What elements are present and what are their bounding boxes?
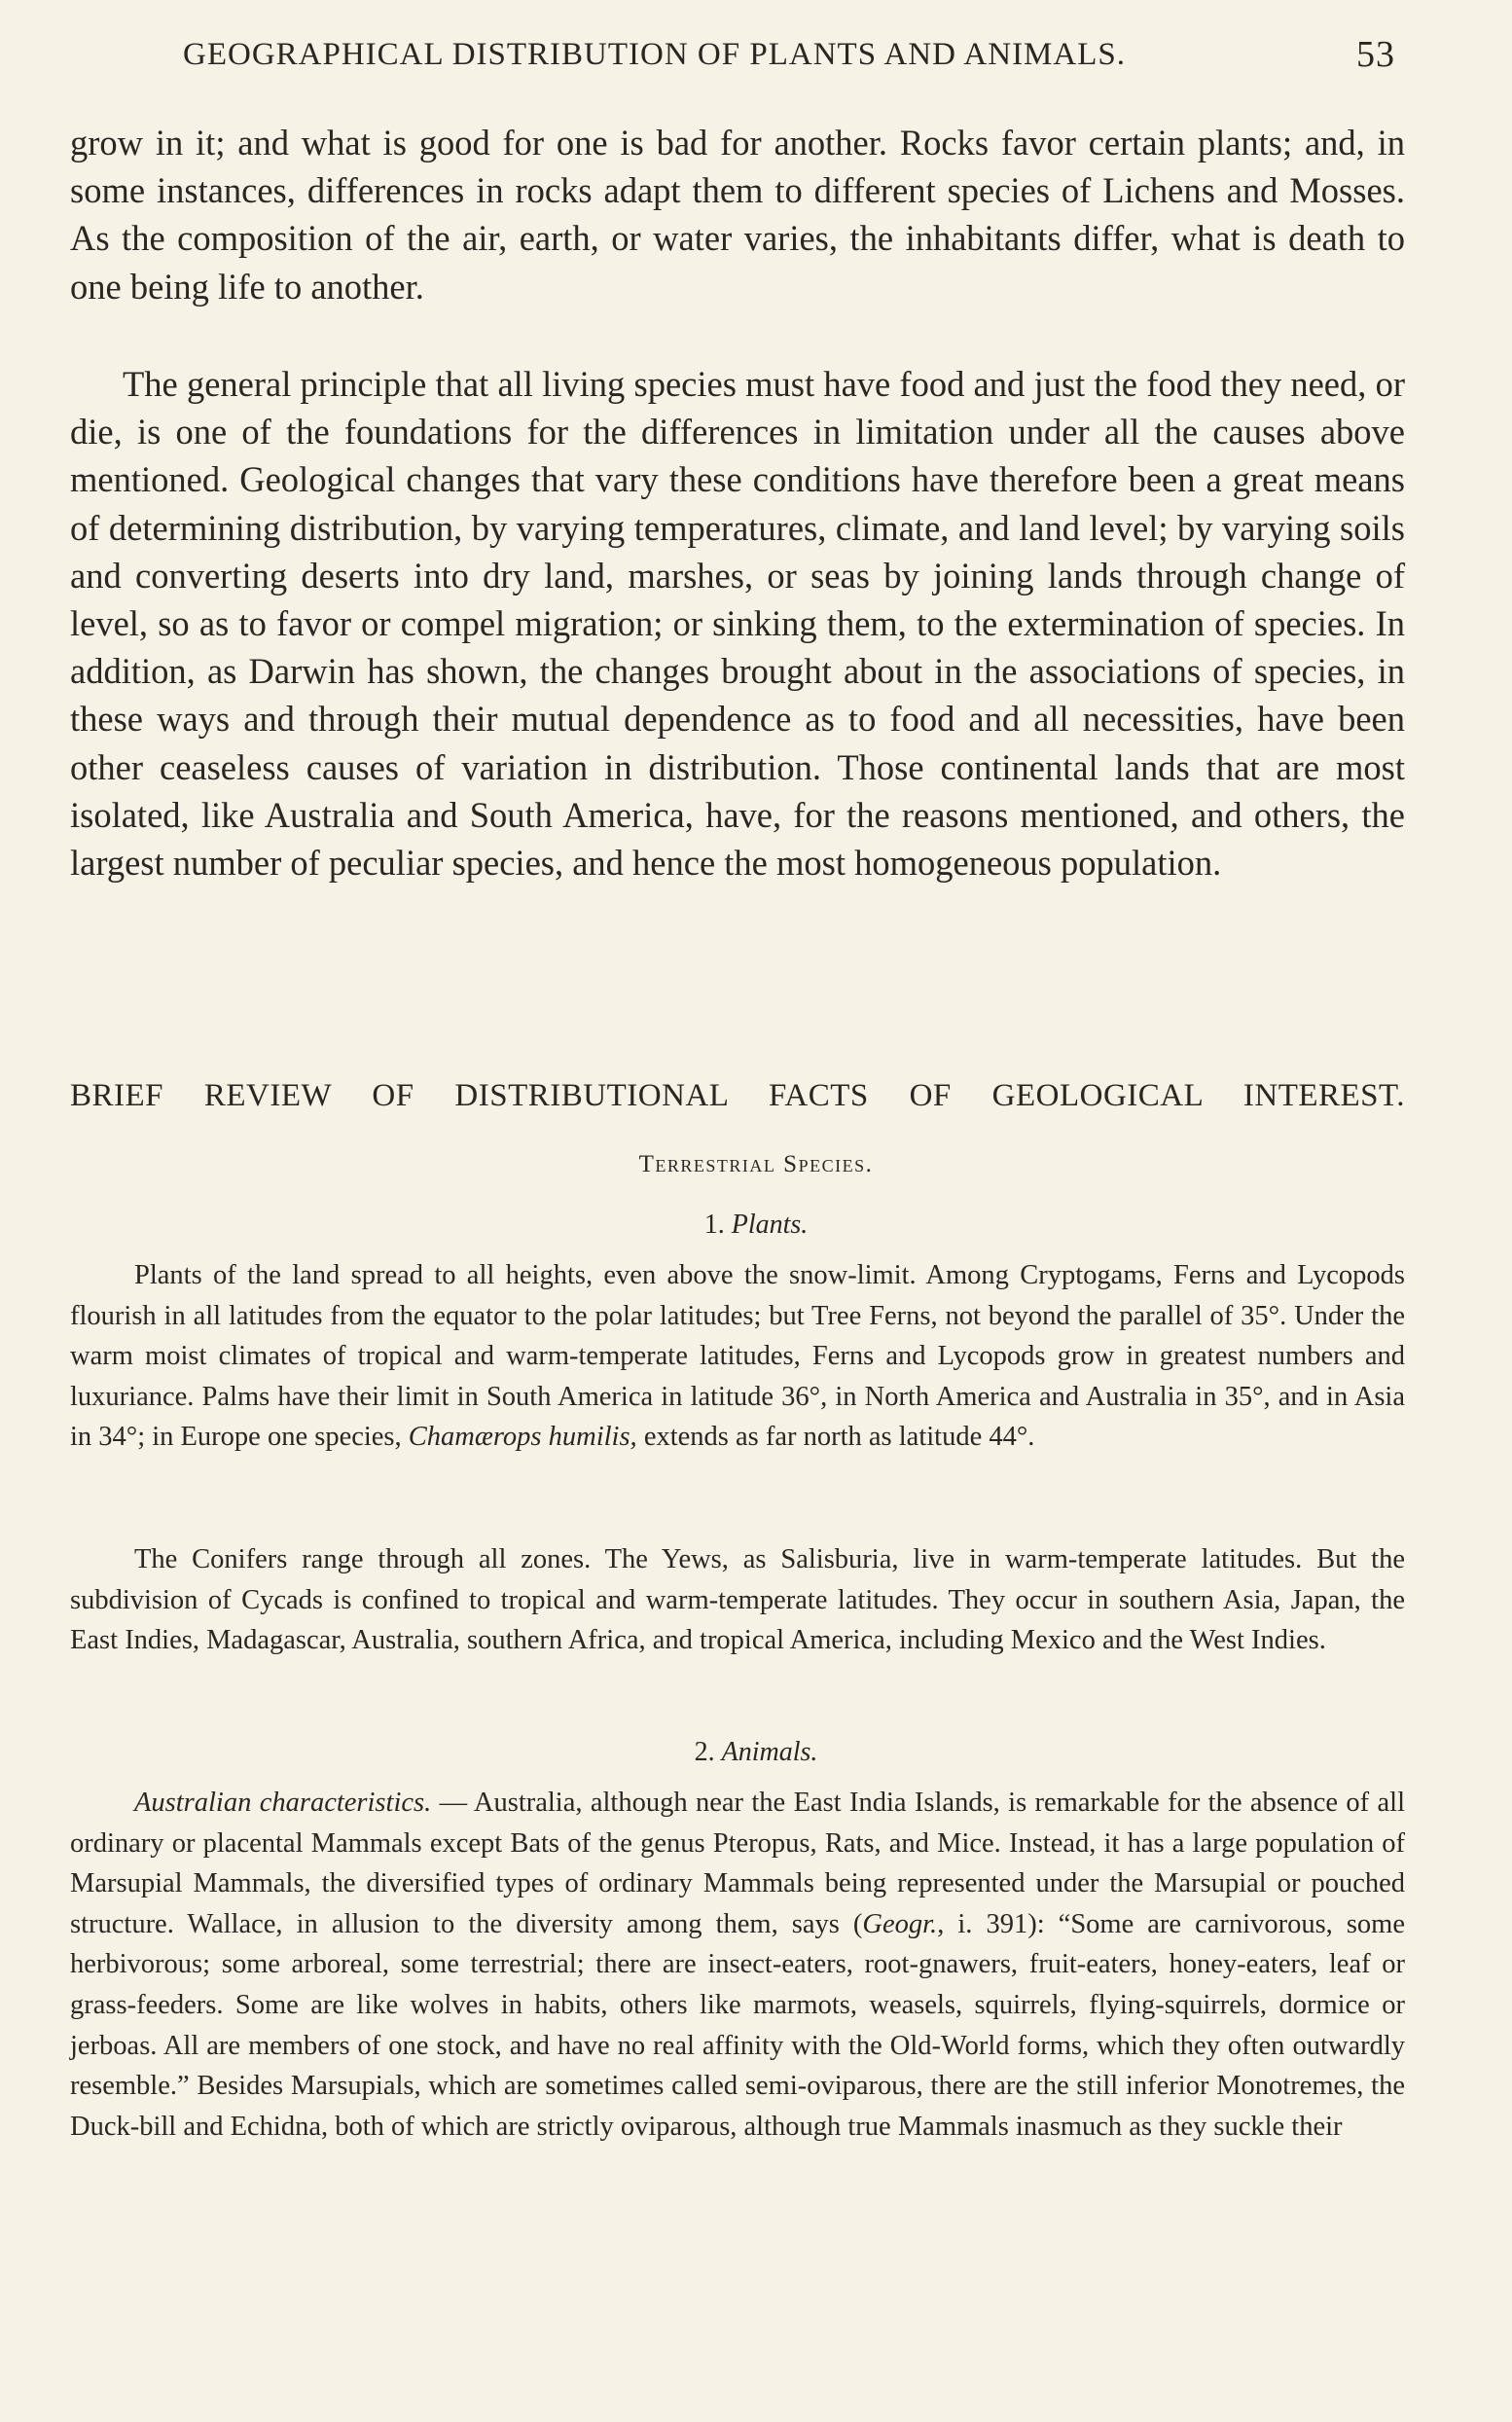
- section-heading: BRIEF REVIEW OF DISTRIBUTIONAL FACTS OF GEOLOGICAL INTEREST.: [70, 1078, 1405, 1113]
- animals-lead-in: Australian characteristics.: [134, 1788, 432, 1818]
- animals-paragraph-1: [70, 1783, 1405, 2147]
- plants-paragraph-1-text: [70, 1255, 1405, 1458]
- animals-number: 2.: [694, 1737, 715, 1767]
- intro-paragraph-1: [70, 119, 1405, 310]
- animals-text-a: — Australia, although near the East India Islands, is remarkable for the absence of all ordinary or placental Mammals except Bats of the genus Pteropus, Rats, and Mice. Instead, it has a large population of Marsupial Mammals, the diversified types of ordinary Mammals being represented under the Marsupial or pouched structure. Wallace, in allusion to the diversity among them, says (: [70, 1788, 1406, 1939]
- plants-paragraph-2-text: The Conifers range through all zones. The Yews, as Salisburia, live in warm-temperate latitudes. But the subdivision of Cycads is confined to tropical and warm-temperate latitudes. They occur in southern Asia, Japan, the East Indies, Madagascar, Australia, southern Africa, and tropical America, including Mexico and the West Indies.: [70, 1544, 1405, 1656]
- plants-paragraph-2: [70, 1539, 1405, 1661]
- animals-paragraph-1-text: [70, 1783, 1405, 2147]
- citation: Geogr.: [862, 1908, 938, 1939]
- animals-text-b: , i. 391): “Some are carnivorous, some herbivorous; some arboreal, some terrestrial; there are insect-eaters, root-gnawers, fruit-eaters, honey-eaters, leaf or grass-feeders. Some are like wolves in habits, others like marmots, weasels, squirrels, flying-squirrels, dormice or jerboas. All are members of one stock, and have no real affinity with the Old-World forms, which they often outwardly resemble.” Besides Marsupials, which are sometimes called semi-oviparous, there are the still inferior Monotremes, the Duck-bill and Echidna, both of which are strictly oviparous, although true Mammals inasmuch as they suckle their: [70, 1908, 1405, 2142]
- species-name: Chamærops humilis,: [408, 1422, 637, 1453]
- animals-title: Animals.: [721, 1737, 818, 1767]
- running-title: GEOGRAPHICAL DISTRIBUTION OF PLANTS AND ANIMALS.: [183, 37, 1126, 72]
- terrestrial-subheading: Terrestrial Species.: [638, 1151, 874, 1177]
- plants-text-b: extends as far north as latitude 44°.: [643, 1422, 1035, 1453]
- plants-heading: [0, 1210, 1512, 1241]
- page-number: 53: [1356, 34, 1395, 75]
- plants-paragraph-1: [70, 1255, 1405, 1458]
- plants-number: 1.: [703, 1210, 725, 1240]
- plants-text-a: Plants of the land spread to all heights, even above the snow-limit. Among Cryptogams, Ferns and Lycopods flourish in all latitudes from the equator to the polar latitudes; but Tree Ferns, not beyond the parallel of 35°. Under the warm moist climates of tropical and warm-temperate latitudes, Ferns and Lycopods grow in greatest numbers and luxuriance. Palms have their limit in South America in latitude 36°, in North America and Australia in 35°, and in Asia in 34°; in Europe one species,: [70, 1260, 1405, 1453]
- running-header: [70, 33, 1405, 76]
- intro-paragraph-1-text: grow in it; and what is good for one is bad for another. Rocks favor certain plants; and, in some instances, differences in rocks adapt them to different species of Lichens and Mosses. As the composition of the air, earth, or water varies, the inhabitants differ, what is death to one being life to another.: [70, 123, 1405, 307]
- animals-heading: [0, 1737, 1512, 1768]
- intro-paragraph-2: [70, 360, 1405, 886]
- intro-paragraph-2-text: The general principle that all living species must have food and just the food they need, or die, is one of the foundations for the differences in limitation under all the causes above mentioned. Geological changes that vary these conditions have therefore been a great means of determining distribution, by varying temperatures, climate, and land level; by varying soils and converting deserts into dry land, marshes, or seas by joining lands through change of level, so as to favor or compel migration; or sinking them, to the extermination of species. In addition, as Darwin has shown, the changes brought about in the associations of species, in these ways and through their mutual dependence as to food and all necessities, have been other ceaseless causes of variation in distribution. Those continental lands that are most isolated, like Australia and South America, have, for the reasons mentioned, and others, the largest number of peculiar species, and hence the most homogeneous population.: [70, 364, 1405, 884]
- plants-title: Plants.: [731, 1210, 809, 1240]
